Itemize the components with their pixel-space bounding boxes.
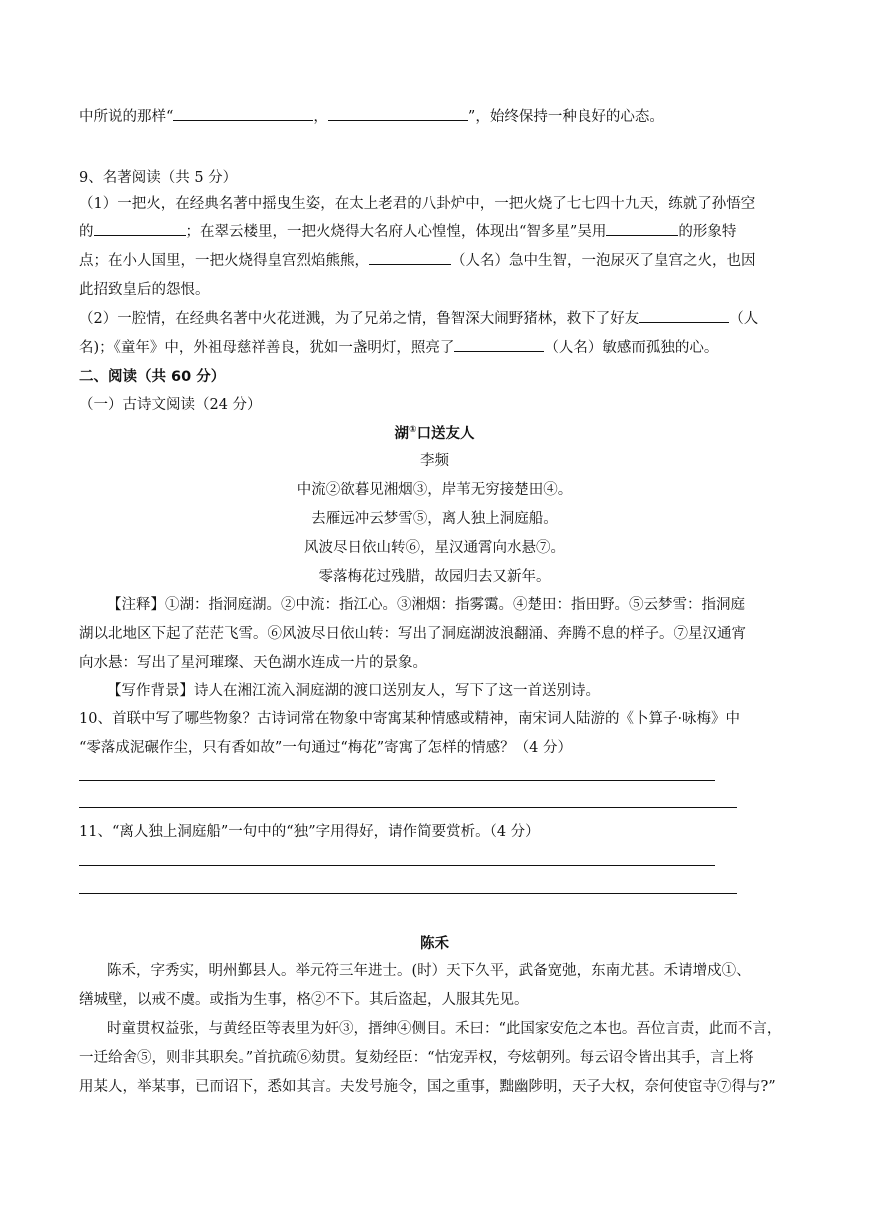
poem-notes-line1: 【注释】①湖：指洞庭湖。②中流：指江心。③湘烟：指雾霭。④楚田：指田野。⑤云梦雪：指洞庭 — [107, 597, 745, 613]
poem-line-3: 风波尽日依山转⑥，星汉通霄向水悬⑦。 — [304, 540, 565, 556]
answer-blank[interactable] — [369, 250, 451, 265]
classical-text-line2: 缮城壁，以戒不虞。或指为生事，格②不下。其后盗起，人服其先见。 — [79, 992, 529, 1008]
poem-notes-line3: 向水悬：写出了星河璀璨、天色湖水连成一片的景象。 — [79, 655, 427, 671]
question-11: 11、“离人独上洞庭船”一句中的“独”字用得好，请作简要赏析。（4 分） — [79, 824, 540, 840]
answer-blank[interactable] — [606, 221, 678, 236]
answer-blank[interactable] — [639, 308, 729, 323]
poem-line-2: 去雁远冲云梦雪⑤，离人独上洞庭船。 — [311, 511, 558, 527]
q9-part2-line1: （2）一腔情，在经典名著中火花迸溅，为了兄弟之情，鲁智深大闹野猪林，救下了好友 （人 — [79, 308, 758, 330]
poem-line-4: 零落梅花过残腊，故园归去又新年。 — [318, 569, 551, 585]
classical-text-line3: 时童贯权益张，与黄经臣等表里为奸③，搢绅④侧目。禾曰：“此国家安危之本也。吾位言责，此而不言， — [107, 1021, 782, 1037]
poem-author: 李频 — [420, 453, 449, 469]
classical-text-title: 陈禾 — [420, 936, 449, 952]
q9-part1-line4: 此招致皇后的怨恨。 — [79, 282, 210, 298]
answer-line[interactable] — [79, 807, 737, 808]
classical-text-line4: 一迁给舍⑤，则非其职矣。”首抗疏⑥劾贯。复劾经臣：“怙宠弄权，夸炫朝列。每云诏令皆出其手，言上将 — [79, 1050, 754, 1066]
poem-line-1: 中流②欲暮见湘烟③，岸苇无穷接楚田④。 — [296, 482, 573, 498]
classical-text-line1: 陈禾，字秀实，明州鄞县人。举元符三年进士。(时）天下久平，武备宽弛，东南尤甚。禾请增戍①、 — [107, 963, 751, 979]
question-9-title: 9、名著阅读（共 5 分） — [79, 170, 238, 186]
q9-part1-line2: 的 ；在翠云楼里，一把火烧得大名府人心惶惶，体现出“智多星”吴用 的形象特 — [79, 221, 736, 243]
subsection-poetry: （一）古诗文阅读（24 分） — [79, 397, 262, 413]
answer-line[interactable] — [79, 865, 715, 866]
answer-line[interactable] — [79, 780, 715, 781]
answer-blank[interactable] — [173, 106, 313, 121]
question-10-line1: 10、首联中写了哪些物象？古诗词常在物象中寄寓某种情感或精神，南宋词人陆游的《卜算子·咏梅》中 — [79, 711, 741, 727]
poem-title: 湖①口送友人 — [394, 425, 475, 442]
section-2-heading: 二、阅读（共 60 分） — [79, 369, 226, 385]
classical-text-line5: 用某人，举某事，已而诏下，悉如其言。夫发号施令，国之重事，黜幽陟明，天子大权，奈何使宦寺⑦得与?” — [79, 1079, 776, 1095]
q9-part1-line1: （1）一把火，在经典名著中摇曳生姿，在太上老君的八卦炉中，一把火烧了七七四十九天，练就了孙悟空 — [79, 196, 756, 212]
answer-blank[interactable] — [454, 337, 544, 352]
poem-notes-line2: 湖以北地区下起了茫茫飞雪。⑥风波尽日依山转：写出了洞庭湖波浪翻涌、奔腾不息的样子。⑦星汉通宵 — [79, 626, 746, 642]
answer-blank[interactable] — [328, 106, 468, 121]
question-10-line2: “零落成泥碾作尘，只有香如故”一句通过“梅花”寄寓了怎样的情感？（4 分） — [79, 740, 572, 756]
answer-line[interactable] — [79, 893, 737, 894]
answer-blank[interactable] — [94, 221, 186, 236]
q9-part1-line3: 点；在小人国里，一把火烧得皇宫烈焰熊熊， （人名）急中生智，一泡尿灭了皇宫之火，也因 — [79, 250, 756, 272]
q9-part2-line2: 名)；《童年》中，外祖母慈祥善良，犹如一盏明灯，照亮了 （人名）敏感而孤独的心。 — [79, 337, 718, 359]
writing-background: 【写作背景】诗人在湘江流入洞庭湖的渡口送别友人，写下了这一首送别诗。 — [107, 683, 600, 699]
fill-line-0: 中所说的那样“ ， ”，始终保持一种良好的心态。 — [79, 106, 664, 128]
